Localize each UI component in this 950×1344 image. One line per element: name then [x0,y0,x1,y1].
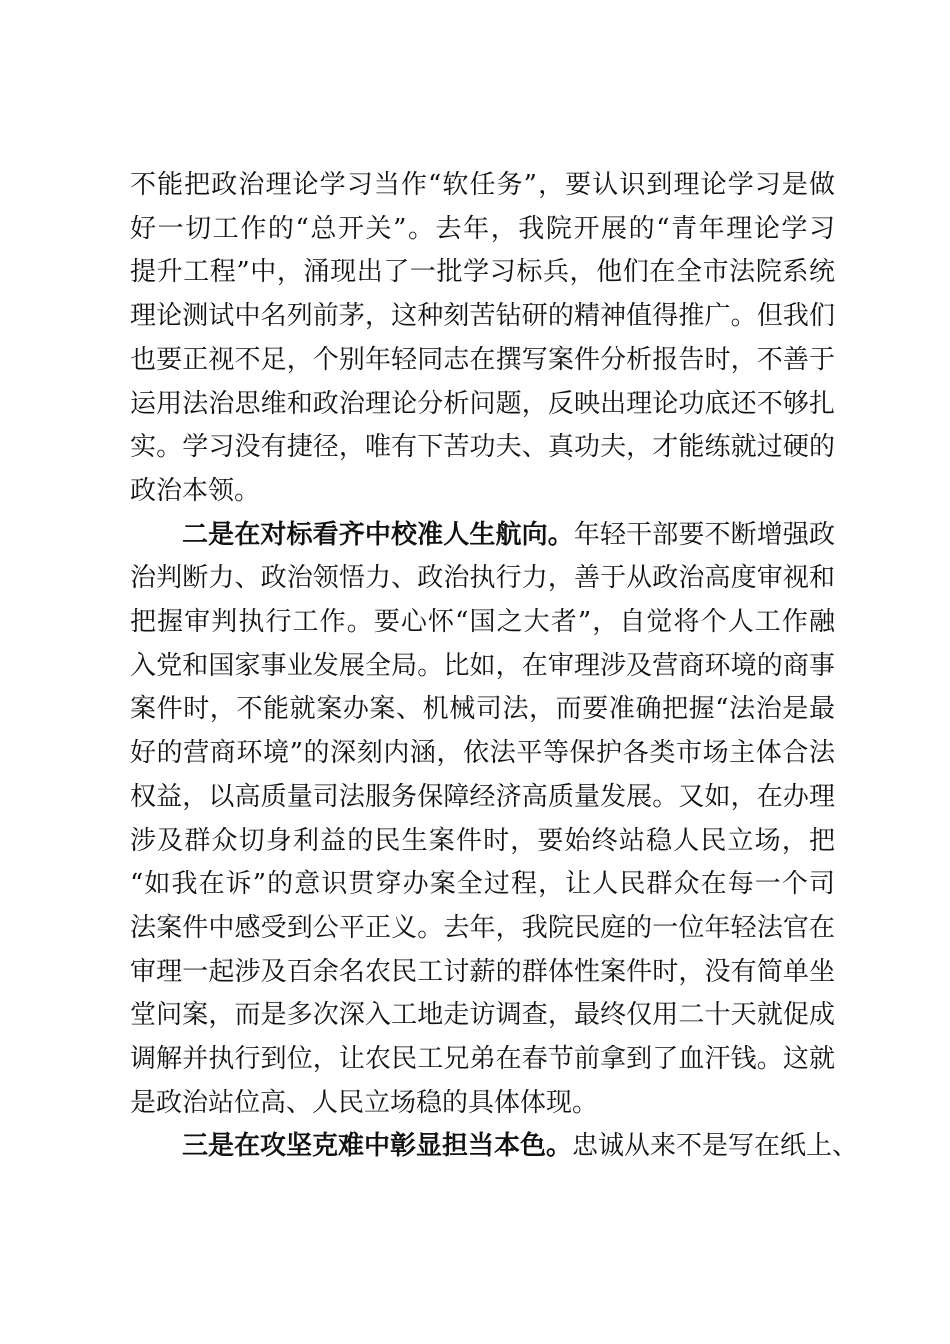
paragraph-2-line-14: 是政治站位高、人民立场稳的具体体现。 [130,1087,599,1118]
paragraph-2-line-11: 审理一起涉及百余名农民工讨薪的群体性案件时，没有简单坐 [130,956,835,987]
paragraph-2-line-9: “如我在诉”的意识贯穿办案全过程，让人民群众在每一个司 [130,869,835,900]
paragraph-2-line-1 [182,515,835,555]
paragraph-2-line-7: 权益，以高质量司法服务保障经济高质量发展。又如，在办理 [130,781,835,812]
paragraph-1-line-3: 提升工程”中，涌现出了一批学习标兵，他们在全市法院系统 [130,257,835,288]
paragraph-3-line-1 [182,1126,859,1166]
paragraph-2-heading: 二是在对标看齐中校准人生航向。 [182,519,574,550]
paragraph-3-first-line-text: 忠诚从来不是写在纸上、 [572,1131,859,1162]
paragraph-2-line-4: 入党和国家事业发展全局。比如，在审理涉及营商环境的商事 [130,650,835,681]
paragraph-1-line-6: 运用法治思维和政治理论分析问题，反映出理论功底还不够扎 [130,388,835,419]
paragraph-2-line-13: 调解并执行到位，让农民工兄弟在春节前拿到了血汗钱。这就 [130,1044,835,1074]
paragraph-2-line-2: 治判断力、政治领悟力、政治执行力，善于从政治高度审视和 [130,563,835,594]
paragraph-3-heading: 三是在攻坚克难中彰显担当本色。 [182,1131,573,1162]
paragraph-1-line-2: 好一切工作的“总开关”。去年，我院开展的“青年理论学习 [130,213,835,244]
paragraph-1-line-1: 不能把政治理论学习当作“软任务”，要认识到理论学习是做 [130,170,835,200]
paragraph-2-first-line-text: 年轻干部要不断增强政 [573,519,835,550]
paragraph-1-line-7: 实。学习没有捷径，唯有下苦功夫、真功夫，才能练就过硬的 [130,432,835,463]
paragraph-1-line-4: 理论测试中名列前茅，这种刻苦钻研的精神值得推广。但我们 [130,301,835,332]
paragraph-2-line-8: 涉及群众切身利益的民生案件时，要始终站稳人民立场，把 [130,825,835,856]
paragraph-1-line-8: 政治本领。 [130,475,261,506]
paragraph-2-line-6: 好的营商环境”的深刻内涵，依法平等保护各类市场主体合法 [130,738,835,769]
paragraph-2-line-10: 法案件中感受到公平正义。去年，我院民庭的一位年轻法官在 [130,912,835,943]
paragraph-2-line-12: 堂问案，而是多次深入工地走访调查，最终仅用二十天就促成 [130,1000,835,1031]
paragraph-1-line-5: 也要正视不足，个别年轻同志在撰写案件分析报告时，不善于 [130,344,835,375]
paragraph-2-line-3: 把握审判执行工作。要心怀“国之大者”，自觉将个人工作融 [130,607,835,637]
paragraph-2-line-5: 案件时，不能就案办案、机械司法，而要准确把握“法治是最 [130,694,835,725]
